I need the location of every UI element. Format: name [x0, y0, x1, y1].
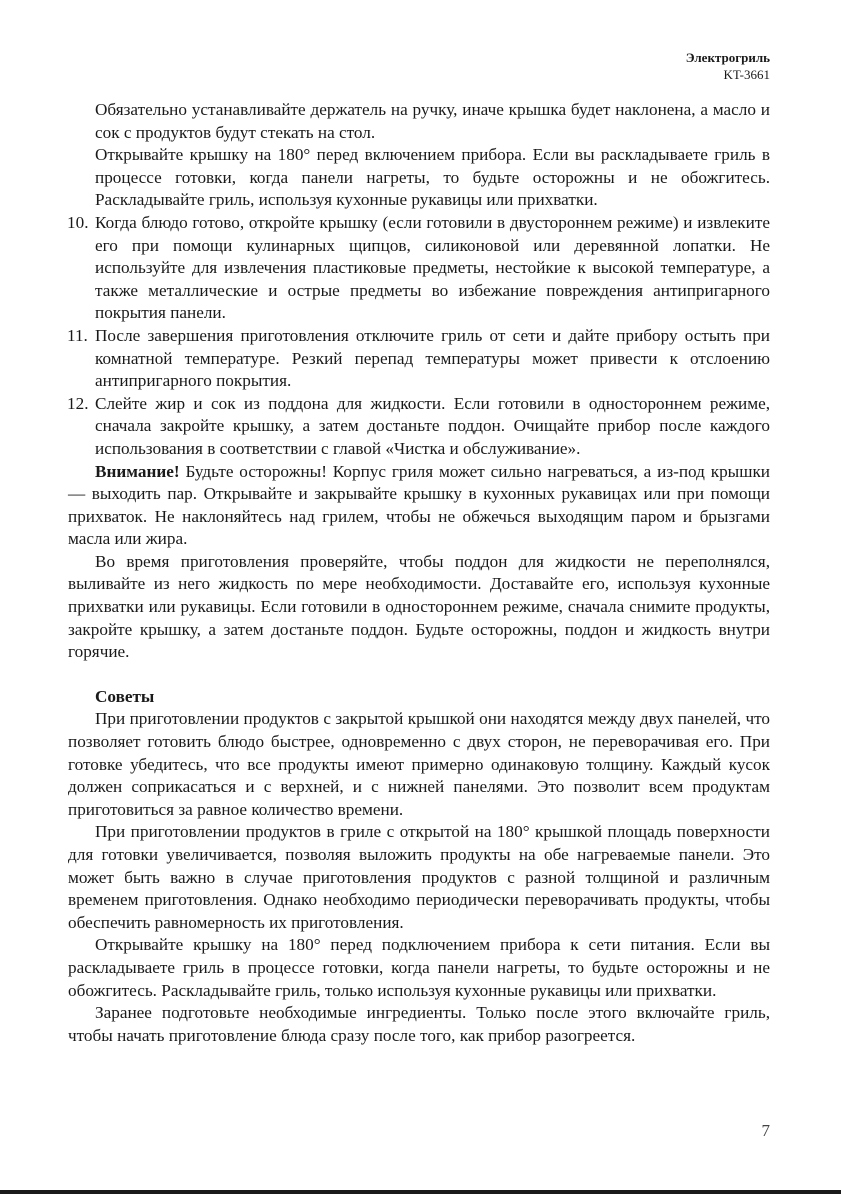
list-item: [68, 325, 770, 393]
warning-paragraph: [68, 461, 770, 551]
tips-paragraph: При приготовлении продуктов с закрытой крышкой они находятся между двух панелей, что позволяет готовить блюдо быстрее, одновременно с двух сторон, не переворачивая его. При готовке убедитесь, что все продукты имеют примерно одинаковую толщину. Каждый кусок должен соприкасаться и с верхней, и с нижней панелями. Это позволит всем продуктам приготовиться за равное количество времени.: [68, 709, 770, 819]
paragraph-holder-note: Обязательно устанавливайте держатель на ручку, иначе крышка будет наклонена, а масло и сок с продуктов будут стекать на стол.: [95, 100, 770, 142]
list-item-text: Когда блюдо готово, откройте крышку (если готовили в двустороннем режиме) и извлеките его при помощи кулинарных щипцов, силиконовой или деревянной лопатки. Не используйте для извлечения пластиковые предметы, нестойкие к высокой температуре, а также металлические и острые предметы во избежание повреждения антипригарного покрытия панели.: [95, 212, 770, 323]
tips-paragraph: Открывайте крышку на 180° перед подключением прибора к сети питания. Если вы раскладываете гриль в процессе готовки, когда панели нагреты, то будьте осторожны и не обожгитесь. Раскладывайте гриль, только используя кухонные рукавицы или прихватки.: [68, 935, 770, 1000]
list-item-number: 11.: [67, 325, 88, 345]
list-item-number: 10.: [67, 212, 89, 232]
page-body: [68, 99, 770, 1047]
warning-text: Будьте осторожны! Корпус гриля может сильно нагреваться, а из-под крышки — выходить пар. Открывайте и закрывайте крышку в кухонных рукавицах или при помощи прихваток. Не наклоняйтесь над грилем, чтобы не обжечься выходящим паром и брызгами масла или жира.: [68, 461, 770, 549]
list-item: [68, 393, 770, 461]
tips-paragraph: Заранее подготовьте необходимые ингредиенты. Только после этого включайте гриль, чтобы начать приготовление блюда сразу после того, как прибор разогреется.: [68, 1003, 770, 1045]
header-title: Электрогриль: [685, 50, 770, 65]
paragraph-open-lid-note: Открывайте крышку на 180° перед включением прибора. Если вы раскладываете гриль в процессе готовки, когда панели нагреты, то будьте осторожны и не обожгитесь. Раскладывайте гриль, используя кухонные рукавицы или прихватки.: [95, 145, 770, 210]
bottom-divider: [0, 1190, 841, 1194]
section-title-tips: Советы: [95, 686, 155, 706]
list-item-text: Слейте жир и сок из поддона для жидкости. Если готовили в одностороннем режиме, сначала закройте крышку, а затем достаньте поддон. Очищайте прибор после каждого использования в соответствии с главой «Чистка и обслуживание».: [95, 393, 770, 458]
list-item-text: После завершения приготовления отключите гриль от сети и дайте прибору остыть при комнатной температуре. Резкий перепад температуры может привести к отслоению антипригарного покрытия.: [95, 325, 770, 391]
paragraph-tray: Во время приготовления проверяйте, чтобы поддон для жидкости не переполнялся, выливайте из него жидкость по мере необходимости. Доставайте его, используя кухонные прихватки или рукавицы. Если готовили в одностороннем режиме, сначала снимите продукты, закройте крышку, а затем достаньте поддон. Будьте осторожны, поддон и жидкость внутри горячие.: [68, 551, 770, 662]
header-model: KT-3661: [723, 67, 770, 82]
list-item: [68, 212, 770, 325]
running-header: [686, 49, 770, 83]
page-number: 7: [761, 1121, 770, 1140]
list-item-number: 12.: [67, 393, 89, 413]
warning-label: Внимание!: [95, 461, 180, 481]
tips-paragraph: При приготовлении продуктов в гриле с открытой на 180° крышкой площадь поверхности для готовки увеличивается, позволяя выложить продукты на обе нагреваемые панели. Это может быть важно в случае приготовления продуктов с разной толщиной и различным временем приготовления. Однако необходимо периодически переворачивать продукты, чтобы обеспечить равномерность их приготовления.: [68, 822, 770, 932]
